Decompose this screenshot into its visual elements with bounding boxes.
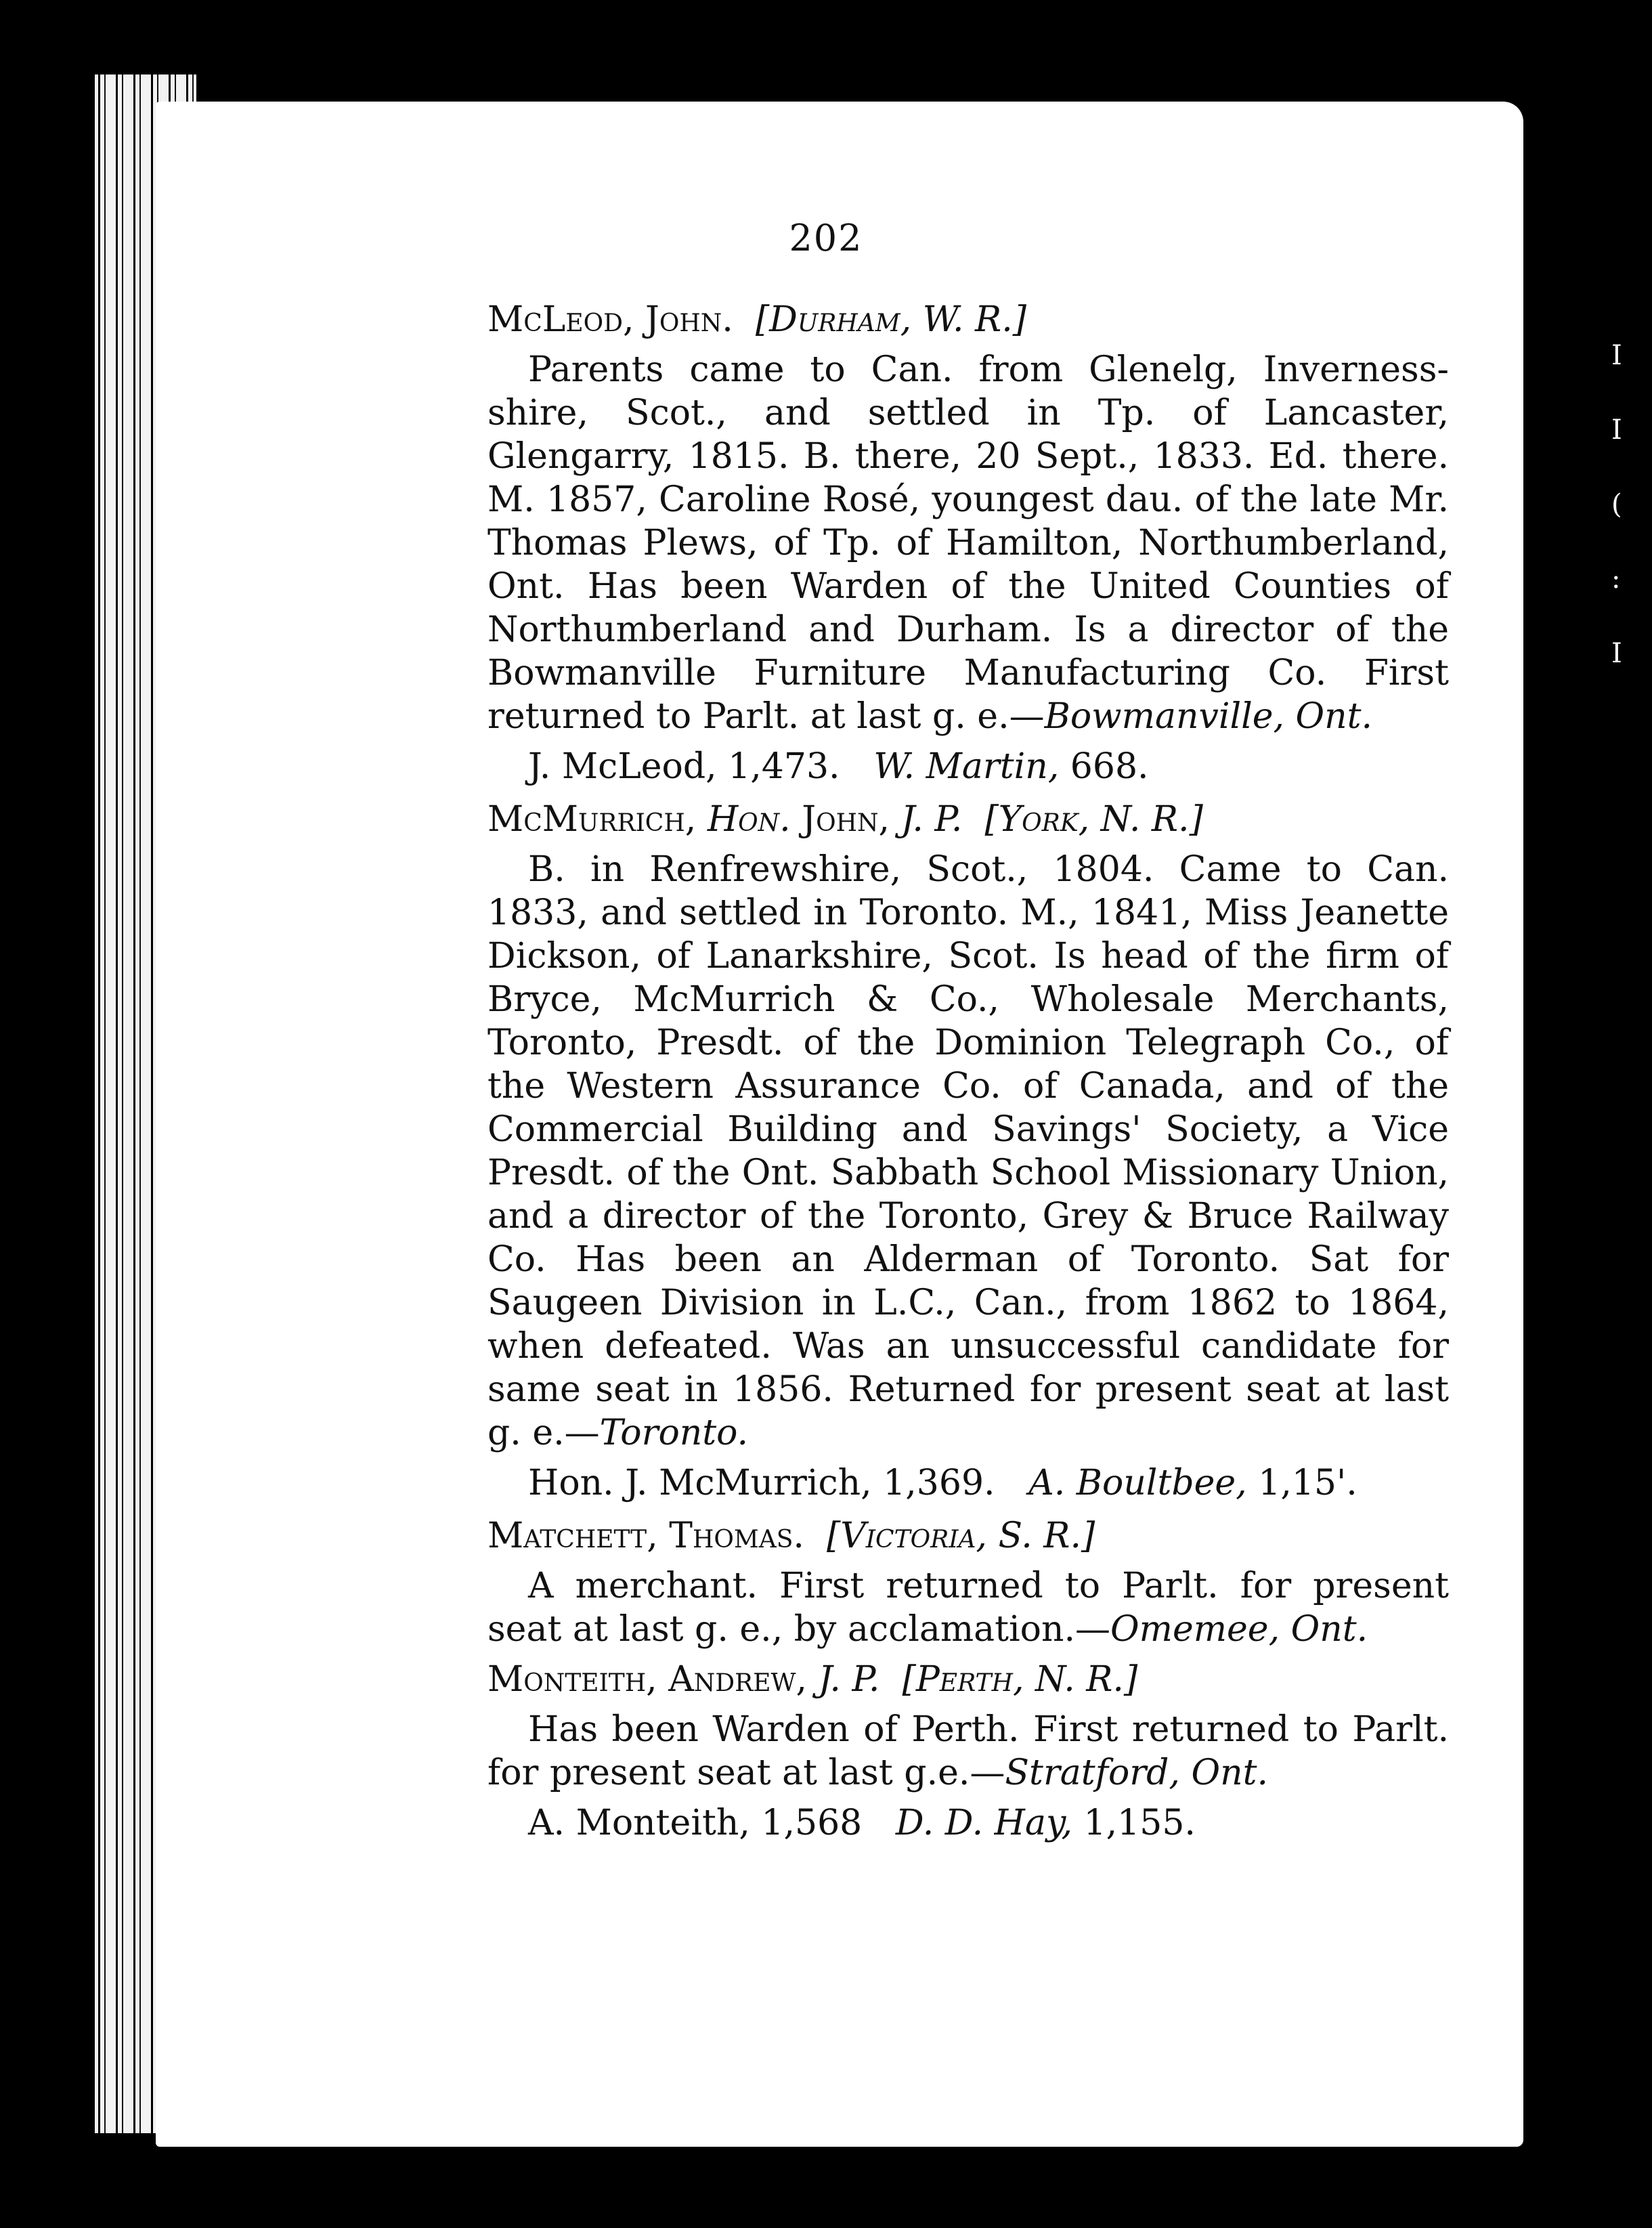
entry-heading <box>487 1514 1449 1558</box>
entry-name: Matchett, Thomas. <box>487 1516 804 1556</box>
entry-name-rest: John, <box>802 799 890 840</box>
entry-constituency: [York, N. R.] <box>984 799 1203 840</box>
entry-constituency: [Victoria, S. R.] <box>826 1516 1095 1556</box>
vote-opponent: W. Martin, <box>873 746 1060 787</box>
biography-text: Parents came to Can. from Glenelg, Inverness-shire, Scot., and settled in Tp. of Lancaster, Glengarry, 1815. B. there, 20 Sept., 1833. Ed. there. M. 1857, Caroline Rosé, youngest dau. of the late Mr. Thomas Plews, of Tp. of Hamilton, Northumberland, Ont. Has been Warden of the United Counties of Northumberland and Durham. Is a director of the Bowmanville Furniture Manufacturing Co. First returned to Parlt. at last g. e.— <box>487 349 1449 737</box>
page-gutter-shadow <box>1527 122 1554 2120</box>
entry-name: McLeod, John. <box>487 299 733 340</box>
entry-heading <box>487 298 1449 341</box>
bleed-mark: I <box>1611 414 1622 446</box>
entry-vote <box>487 1801 1449 1845</box>
vote-opponent-count: 668. <box>1070 746 1149 787</box>
entry-biography <box>487 1564 1449 1651</box>
entry-residence: Stratford, Ont. <box>1005 1753 1268 1793</box>
entry-biography <box>487 1708 1449 1795</box>
vote-winner: Hon. J. McMurrich, 1,369. <box>528 1463 995 1503</box>
entry-monteith <box>487 1658 1449 1845</box>
entry-residence: Bowmanville, Ont. <box>1044 696 1373 737</box>
vote-opponent: D. D. Hay, <box>895 1803 1073 1843</box>
entry-constituency: [Perth, N. R.] <box>902 1659 1138 1700</box>
vote-winner: A. Monteith, 1,568 <box>528 1803 863 1843</box>
entry-name: Monteith, Andrew, <box>487 1659 808 1700</box>
bleed-mark: I <box>1611 340 1622 371</box>
entry-mcmurrich <box>487 798 1449 1505</box>
page-text <box>487 298 1449 1854</box>
vote-opponent-count: 1,155. <box>1083 1803 1196 1843</box>
adjacent-page-marks <box>1611 318 1632 691</box>
biography-text: A merchant. First returned to Parlt. for present seat at last g. e., by acclamation.— <box>487 1566 1449 1650</box>
bleed-mark: ( <box>1611 489 1622 520</box>
entry-residence: Toronto. <box>599 1413 749 1453</box>
biography-text: Has been Warden of Perth. First returned to Parlt. for present seat at last g.e.— <box>487 1709 1449 1793</box>
entry-mcleod <box>487 298 1449 788</box>
entry-vote <box>487 745 1449 788</box>
entry-matchett <box>487 1514 1449 1651</box>
biography-text: B. in Renfrewshire, Scot., 1804. Came to Can. 1833, and settled in Toronto. M., 1841, Miss Jeanette Dickson, of Lanarkshire, Scot. Is head of the firm of Bryce, McMurrich & Co., Wholesale Merchants, Toronto, Presdt. of the Dominion Telegraph Co., of the Western Assurance Co. of Canada, and of the Commercial Building and Savings' Society, a Vice Presdt. of the Ont. Sabbath School Missionary Union, and a director of the Toronto, Grey & Bruce Railway Co. Has been an Alderman of Toronto. Sat for Saugeen Division in L.C., Can., from 1862 to 1864, when defeated. Was an unsuccessful candidate for same seat in 1856. Returned for present seat at last g. e.— <box>487 849 1449 1453</box>
bleed-mark: : <box>1611 563 1621 595</box>
entry-residence: Omemee, Ont. <box>1110 1609 1368 1650</box>
entry-constituency: [Durham, W. R.] <box>755 299 1027 340</box>
entry-title: Hon. <box>707 799 791 840</box>
vote-opponent: A. Boultbee, <box>1028 1463 1247 1503</box>
vote-opponent-count: 1,15'. <box>1258 1463 1357 1503</box>
entry-biography <box>487 348 1449 738</box>
bleed-mark: I <box>1611 638 1622 669</box>
vote-winner: J. McLeod, 1,473. <box>528 746 840 787</box>
entry-honorific: J. P. <box>818 1659 880 1700</box>
entry-biography <box>487 848 1449 1455</box>
entry-heading <box>487 1658 1449 1701</box>
entry-name: McMurrich, <box>487 799 697 840</box>
entry-honorific: J. P. <box>900 799 963 840</box>
entry-vote <box>487 1461 1449 1505</box>
entry-heading <box>487 798 1449 841</box>
page-number: 202 <box>789 217 863 259</box>
